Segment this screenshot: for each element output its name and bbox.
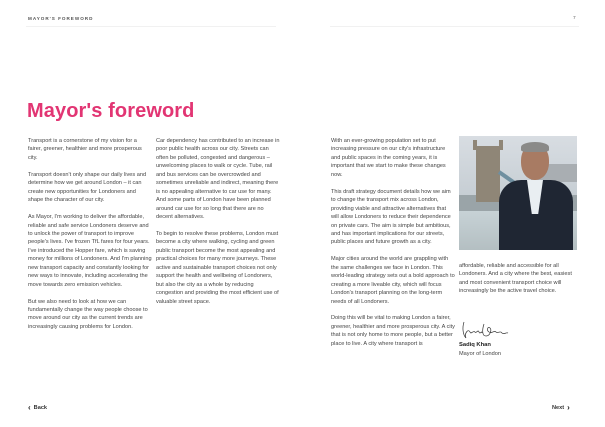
page-number: 7	[573, 16, 576, 21]
body-column-2	[156, 137, 280, 314]
signatory-role: Mayor of London	[459, 351, 501, 357]
signatory-name: Sadiq Khan	[459, 342, 491, 348]
signature-icon	[460, 320, 510, 340]
paragraph: Doing this will be vital to making London a fairer, greener, healthier and more prosperous city. A city that is not only home to more people, but a better place to live. A city where transport is	[331, 315, 455, 347]
body-column-3	[331, 137, 455, 357]
paragraph: Car dependency has contributed to an increase in poor public health across our city. Streets can often be polluted, congested and dangerous – unwelcoming places to walk or cycle. Tube, rail and bus services can be overcrowded and sometimes unreliable and indirect, meaning there is no appealing alternative to car use for many. And some parts of London have been planned around car use for so long that there are no decent alternatives.	[156, 138, 280, 221]
next-label: Next	[552, 405, 565, 411]
header-divider-left	[26, 26, 276, 27]
paragraph: affordable, reliable and accessible for all Londoners. And a city where the best, easiest and most convenient transport choice will increasingly be the active travel choice.	[459, 263, 572, 295]
mayor-photo	[459, 136, 577, 250]
chevron-left-icon: ‹	[28, 403, 31, 412]
chevron-right-icon: ›	[567, 403, 570, 412]
page-title: Mayor's foreword	[27, 100, 195, 122]
paragraph: This draft strategy document details how we aim to change the transport mix across London, providing viable and attractive alternatives that will allow Londoners to reduce their dependence on private cars. The aim is simple but ambitious, and has important implications for our streets, public places and future growth as a city.	[331, 188, 451, 246]
paragraph: As Mayor, I'm working to deliver the affordable, reliable and safe service Londoners deserve and to unlock the power of transport to improve people's lives. I've frozen TfL fares for four years. I've introduced the Hopper fare, which is saving money for millions of Londoners. And I'm planning new transport capacity and constantly looking for new ways to innovate, including accelerating the move towards zero emission vehicles.	[28, 214, 152, 288]
paragraph: Transport doesn't only shape our daily lives and determine how we get around London – it can create new opportunities for Londoners and shape the character of our city.	[28, 171, 147, 204]
body-column-4	[459, 262, 581, 304]
running-head: MAYOR'S FOREWORD	[28, 16, 94, 21]
paragraph: With an ever-growing population set to put increasing pressure on our city's infrastructure and public spaces in the coming years, it is important that we start to make these changes now.	[331, 138, 446, 178]
paragraph: Major cities around the world are grappling with the same challenges we face in London. This world-leading strategy sets out a bold approach to creating a more liveable city, which will focus London's transport planning on the long-term needs of all Londoners.	[331, 256, 455, 305]
header-divider-right	[330, 26, 579, 27]
back-label: Back	[33, 405, 48, 411]
paragraph: To begin to resolve these problems, London must become a city where walking, cycling and green public transport become the most appealing and practical choices for many more journeys. These active and sustainable transport choices not only support the health and wellbeing of Londoners, but also the city as a whole by reducing congestion and providing the most efficient use of valuable street space.	[156, 230, 279, 305]
paragraph: Transport is a cornerstone of my vision for a fairer, greener, healthier and more prosperous city.	[28, 138, 142, 161]
paragraph: But we also need to look at how we can fundamentally change the way people choose to move around our city as the current trends are increasingly causing problems for London.	[28, 298, 148, 330]
tower-bridge-icon	[476, 146, 500, 202]
body-column-1	[28, 137, 152, 340]
next-button[interactable]	[552, 404, 570, 412]
back-button[interactable]	[28, 404, 47, 412]
